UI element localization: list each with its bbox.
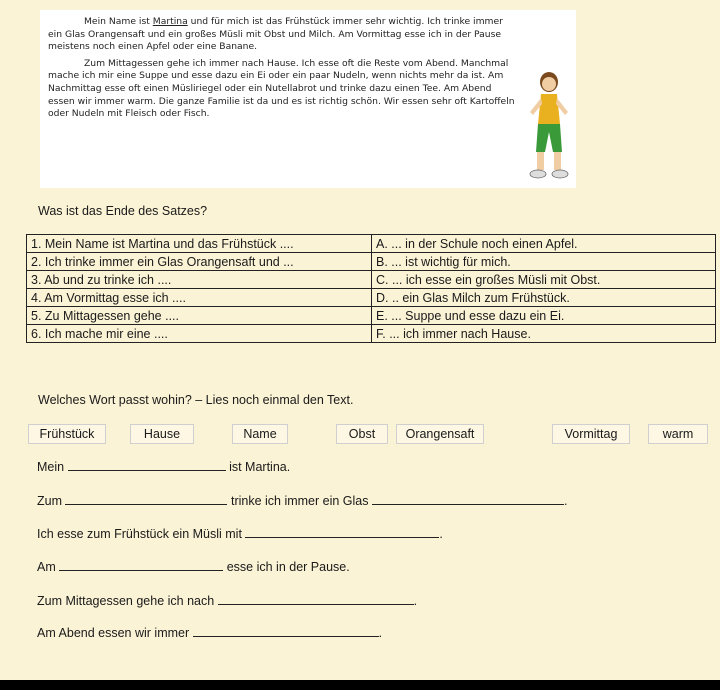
table-row bbox=[27, 235, 716, 253]
table-row bbox=[27, 289, 716, 307]
sentence-2: Zum trinke ich immer ein Glas . bbox=[37, 494, 568, 508]
blank-field[interactable] bbox=[372, 492, 564, 505]
right-cell: D. .. ein Glas Milch zum Frühstück. bbox=[372, 289, 716, 307]
left-cell: 4. Am Vormittag esse ich .... bbox=[27, 289, 372, 307]
word-box-orangensaft: Orangensaft bbox=[396, 424, 484, 444]
sentence-3: Ich esse zum Frühstück ein Müsli mit . bbox=[37, 527, 443, 541]
table-row bbox=[27, 325, 716, 343]
reading-text bbox=[48, 16, 518, 125]
word-box-fruehstueck: Frühstück bbox=[28, 424, 106, 444]
word-box-obst: Obst bbox=[336, 424, 388, 444]
question-1: Was ist das Ende des Satzes? bbox=[38, 204, 208, 218]
blank-field[interactable] bbox=[59, 558, 223, 571]
right-cell: F. ... ich immer nach Hause. bbox=[372, 325, 716, 343]
left-cell: 2. Ich trinke immer ein Glas Orangensaft und ... bbox=[27, 253, 372, 271]
left-cell: 1. Mein Name ist Martina und das Frühstück .... bbox=[27, 235, 372, 253]
right-cell: C. ... ich esse ein großes Müsli mit Obst. bbox=[372, 271, 716, 289]
table-row bbox=[27, 253, 716, 271]
blank-field[interactable] bbox=[245, 525, 439, 538]
left-cell: 6. Ich mache mir eine .... bbox=[27, 325, 372, 343]
name-martina: Martina bbox=[152, 16, 188, 27]
blank-field[interactable] bbox=[218, 592, 414, 605]
blank-field[interactable] bbox=[68, 458, 226, 471]
sentence-1: Mein ist Martina. bbox=[37, 460, 291, 474]
blank-field[interactable] bbox=[65, 492, 227, 505]
table-row bbox=[27, 307, 716, 325]
question-2: Welches Wort passt wohin? – Lies noch einmal den Text. bbox=[38, 393, 354, 407]
left-cell: 5. Zu Mittagessen gehe .... bbox=[27, 307, 372, 325]
word-box-hause: Hause bbox=[130, 424, 194, 444]
left-cell: 3. Ab und zu trinke ich .... bbox=[27, 271, 372, 289]
sentence-6: Am Abend essen wir immer . bbox=[37, 626, 383, 640]
right-cell: A. ... in der Schule noch einen Apfel. bbox=[372, 235, 716, 253]
reading-paragraph-1: Mein Name ist Martina und für mich ist das Frühstück immer sehr wichtig. Ich trinke immer ein Glas Orangensaft und ein großes Müsli mit Obst und Milch. Am Vormittag esse ich in der Pause meistens noch einen Apfel oder eine Banane. bbox=[48, 16, 503, 53]
word-box-name: Name bbox=[232, 424, 288, 444]
sentence-4: Am esse ich in der Pause. bbox=[37, 560, 350, 574]
reading-text-box bbox=[40, 10, 576, 188]
sentence-5: Zum Mittagessen gehe ich nach . bbox=[37, 594, 418, 608]
right-cell: E. ... Suppe und esse dazu ein Ei. bbox=[372, 307, 716, 325]
blank-field[interactable] bbox=[193, 624, 379, 637]
word-box-warm: warm bbox=[648, 424, 708, 444]
girl-illustration bbox=[524, 70, 574, 182]
reading-paragraph-2: Zum Mittagessen gehe ich immer nach Hause. Ich esse oft die Reste vom Abend. Manchmal mache ich mir eine Suppe und esse dazu ein Ei oder ein paar Nudeln, wenn nichts mehr da ist. Am Nachmittag esse oft einen Müsliriegel oder ein Nutellabrot und trinke dazu einen Tee. Am Abend essen wir immer warm. Die ganze Familie ist da und es ist richtig schön. Wir essen sehr oft Kartoffeln oder Nudeln mit Fleisch oder Fisch. bbox=[48, 57, 515, 120]
word-box-vormittag: Vormittag bbox=[552, 424, 630, 444]
right-cell: B. ... ist wichtig für mich. bbox=[372, 253, 716, 271]
matching-table bbox=[26, 234, 716, 343]
bottom-bar bbox=[0, 680, 720, 690]
table-row bbox=[27, 271, 716, 289]
